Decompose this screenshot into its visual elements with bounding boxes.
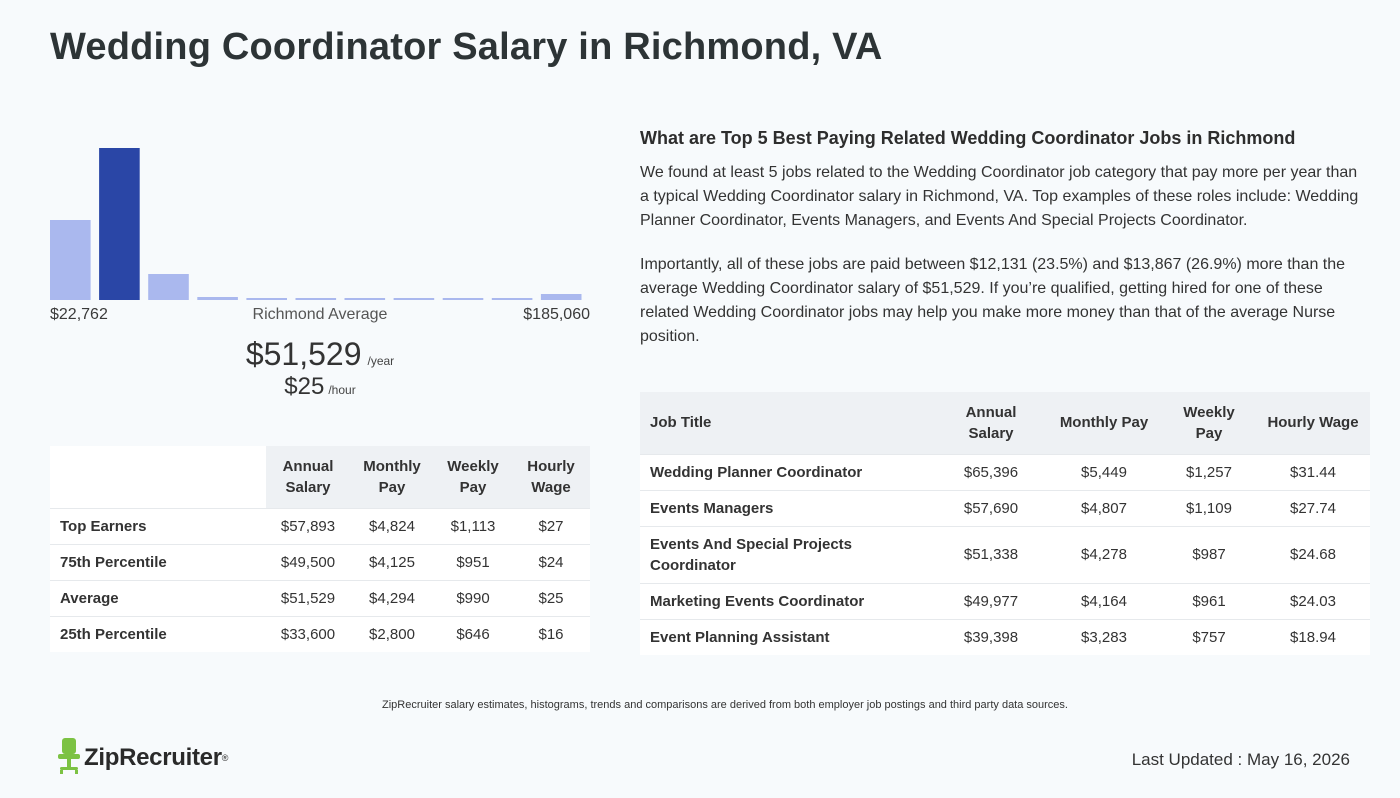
weekly-cell: $987 bbox=[1162, 526, 1256, 583]
histogram-bar bbox=[246, 298, 287, 300]
hourly-cell: $16 bbox=[512, 616, 590, 652]
hourly-cell: $18.94 bbox=[1256, 619, 1370, 655]
weekly-cell: $1,109 bbox=[1162, 490, 1256, 526]
table-row bbox=[50, 580, 590, 616]
ziprecruiter-logo-text: ZipRecruiter bbox=[84, 744, 222, 771]
header-weekly-pay: Weekly Pay bbox=[434, 446, 512, 508]
monthly-cell: $4,294 bbox=[350, 580, 434, 616]
histogram-bar bbox=[148, 274, 189, 300]
average-hourly-value: $25 bbox=[284, 373, 325, 400]
hourly-cell: $24.68 bbox=[1256, 526, 1370, 583]
histogram-bar bbox=[492, 298, 533, 300]
job-title-cell: Wedding Planner Coordinator bbox=[640, 454, 936, 490]
row-label: Top Earners bbox=[50, 508, 266, 544]
weekly-cell: $961 bbox=[1162, 583, 1256, 619]
header-weekly-pay: Weekly Pay bbox=[1162, 392, 1256, 454]
related-jobs-paragraph-2: Importantly, all of these jobs are paid between $12,131 (23.5%) and $13,867 (26.9%) more than the average Wedding Coordinator salary of $51,529. If you’re qualified, getting hired for one of these related Wedding Coordinator jobs may help you make more money than that of the average Nurse position. bbox=[640, 256, 1346, 345]
monthly-cell: $4,278 bbox=[1046, 526, 1162, 583]
hourly-cell: $25 bbox=[512, 580, 590, 616]
ziprecruiter-chair-icon bbox=[58, 738, 80, 779]
hourly-cell: $27.74 bbox=[1256, 490, 1370, 526]
histogram-min-label: $22,762 bbox=[50, 306, 108, 323]
table-row bbox=[640, 583, 1370, 619]
header-monthly-pay: Monthly Pay bbox=[1046, 392, 1162, 454]
table-row bbox=[50, 616, 590, 652]
related-jobs-table bbox=[640, 392, 1370, 655]
histogram-bar bbox=[197, 297, 238, 300]
header-hourly-wage: Hourly Wage bbox=[512, 446, 590, 508]
job-title-cell: Events Managers bbox=[640, 490, 936, 526]
monthly-cell: $4,807 bbox=[1046, 490, 1162, 526]
header-job-title: Job Title bbox=[640, 392, 936, 454]
table-row bbox=[50, 544, 590, 580]
row-label: Average bbox=[50, 580, 266, 616]
row-label: 75th Percentile bbox=[50, 544, 266, 580]
row-label: 25th Percentile bbox=[50, 616, 266, 652]
weekly-cell: $951 bbox=[434, 544, 512, 580]
last-updated: Last Updated : May 16, 2026 bbox=[1131, 750, 1350, 769]
table-row bbox=[640, 619, 1370, 655]
hourly-cell: $31.44 bbox=[1256, 454, 1370, 490]
histogram-bar bbox=[296, 298, 337, 300]
header-monthly-pay: Monthly Pay bbox=[350, 446, 434, 508]
salary-histogram bbox=[50, 140, 590, 300]
ziprecruiter-logo[interactable] bbox=[58, 740, 228, 776]
average-hourly-wage bbox=[50, 373, 590, 401]
annual-cell: $33,600 bbox=[266, 616, 350, 652]
annual-cell: $49,977 bbox=[936, 583, 1046, 619]
registered-mark: ® bbox=[221, 753, 229, 763]
monthly-cell: $5,449 bbox=[1046, 454, 1162, 490]
monthly-cell: $4,125 bbox=[350, 544, 434, 580]
jobs-table-header bbox=[640, 392, 1370, 454]
weekly-cell: $1,113 bbox=[434, 508, 512, 544]
header-hourly-wage: Hourly Wage bbox=[1256, 392, 1370, 454]
histogram-bar bbox=[50, 220, 91, 300]
page-title: Wedding Coordinator Salary in Richmond, VA bbox=[50, 26, 883, 68]
related-jobs-section bbox=[640, 128, 1370, 369]
annual-cell: $49,500 bbox=[266, 544, 350, 580]
annual-cell: $65,396 bbox=[936, 454, 1046, 490]
header-annual-salary: Annual Salary bbox=[936, 392, 1046, 454]
annual-cell: $51,529 bbox=[266, 580, 350, 616]
annual-cell: $57,893 bbox=[266, 508, 350, 544]
histogram-center-label: Richmond Average bbox=[252, 306, 388, 323]
hourly-cell: $24.03 bbox=[1256, 583, 1370, 619]
weekly-cell: $1,257 bbox=[1162, 454, 1256, 490]
monthly-cell: $4,164 bbox=[1046, 583, 1162, 619]
average-annual-value: $51,529 bbox=[245, 336, 362, 372]
weekly-cell: $646 bbox=[434, 616, 512, 652]
average-hourly-unit: /hour bbox=[328, 383, 356, 397]
header-blank bbox=[50, 446, 266, 508]
related-jobs-paragraph-1: We found at least 5 jobs related to the Wedding Coordinator job category that pay more per year than a typical Wedding Coordinator salary in Richmond, VA. Top examples of these roles include: Wedding Planner Coordinator, Events Managers, and Events And Special Projects Coordinator. bbox=[640, 164, 1359, 229]
table-row bbox=[640, 454, 1370, 490]
histogram-bar bbox=[541, 294, 582, 300]
histogram-bar bbox=[394, 298, 435, 300]
monthly-cell: $3,283 bbox=[1046, 619, 1162, 655]
header-annual-salary: Annual Salary bbox=[266, 446, 350, 508]
average-annual-unit: /year bbox=[367, 354, 395, 368]
monthly-cell: $2,800 bbox=[350, 616, 434, 652]
job-title-cell: Event Planning Assistant bbox=[640, 619, 936, 655]
histogram-bar-highlight bbox=[99, 148, 140, 300]
weekly-cell: $990 bbox=[434, 580, 512, 616]
percentile-table bbox=[50, 446, 590, 652]
hourly-cell: $24 bbox=[512, 544, 590, 580]
histogram-labels bbox=[50, 306, 590, 328]
annual-cell: $57,690 bbox=[936, 490, 1046, 526]
annual-cell: $39,398 bbox=[936, 619, 1046, 655]
job-title-cell: Events And Special Projects Coordinator bbox=[640, 526, 936, 583]
table-row bbox=[640, 490, 1370, 526]
percentile-table-header bbox=[50, 446, 590, 508]
histogram-max-label: $185,060 bbox=[523, 306, 590, 323]
annual-cell: $51,338 bbox=[936, 526, 1046, 583]
related-jobs-heading: What are Top 5 Best Paying Related Wedding Coordinator Jobs in Richmond bbox=[640, 128, 1296, 148]
histogram-bar bbox=[345, 298, 386, 300]
table-row bbox=[50, 508, 590, 544]
average-annual-salary bbox=[50, 336, 590, 373]
table-row bbox=[640, 526, 1370, 583]
histogram-bar bbox=[443, 298, 484, 300]
hourly-cell: $27 bbox=[512, 508, 590, 544]
job-title-cell: Marketing Events Coordinator bbox=[640, 583, 936, 619]
monthly-cell: $4,824 bbox=[350, 508, 434, 544]
data-source-disclaimer: ZipRecruiter salary estimates, histograms, trends and comparisons are derived from both employer job postings and third party data sources. bbox=[382, 699, 1068, 711]
weekly-cell: $757 bbox=[1162, 619, 1256, 655]
